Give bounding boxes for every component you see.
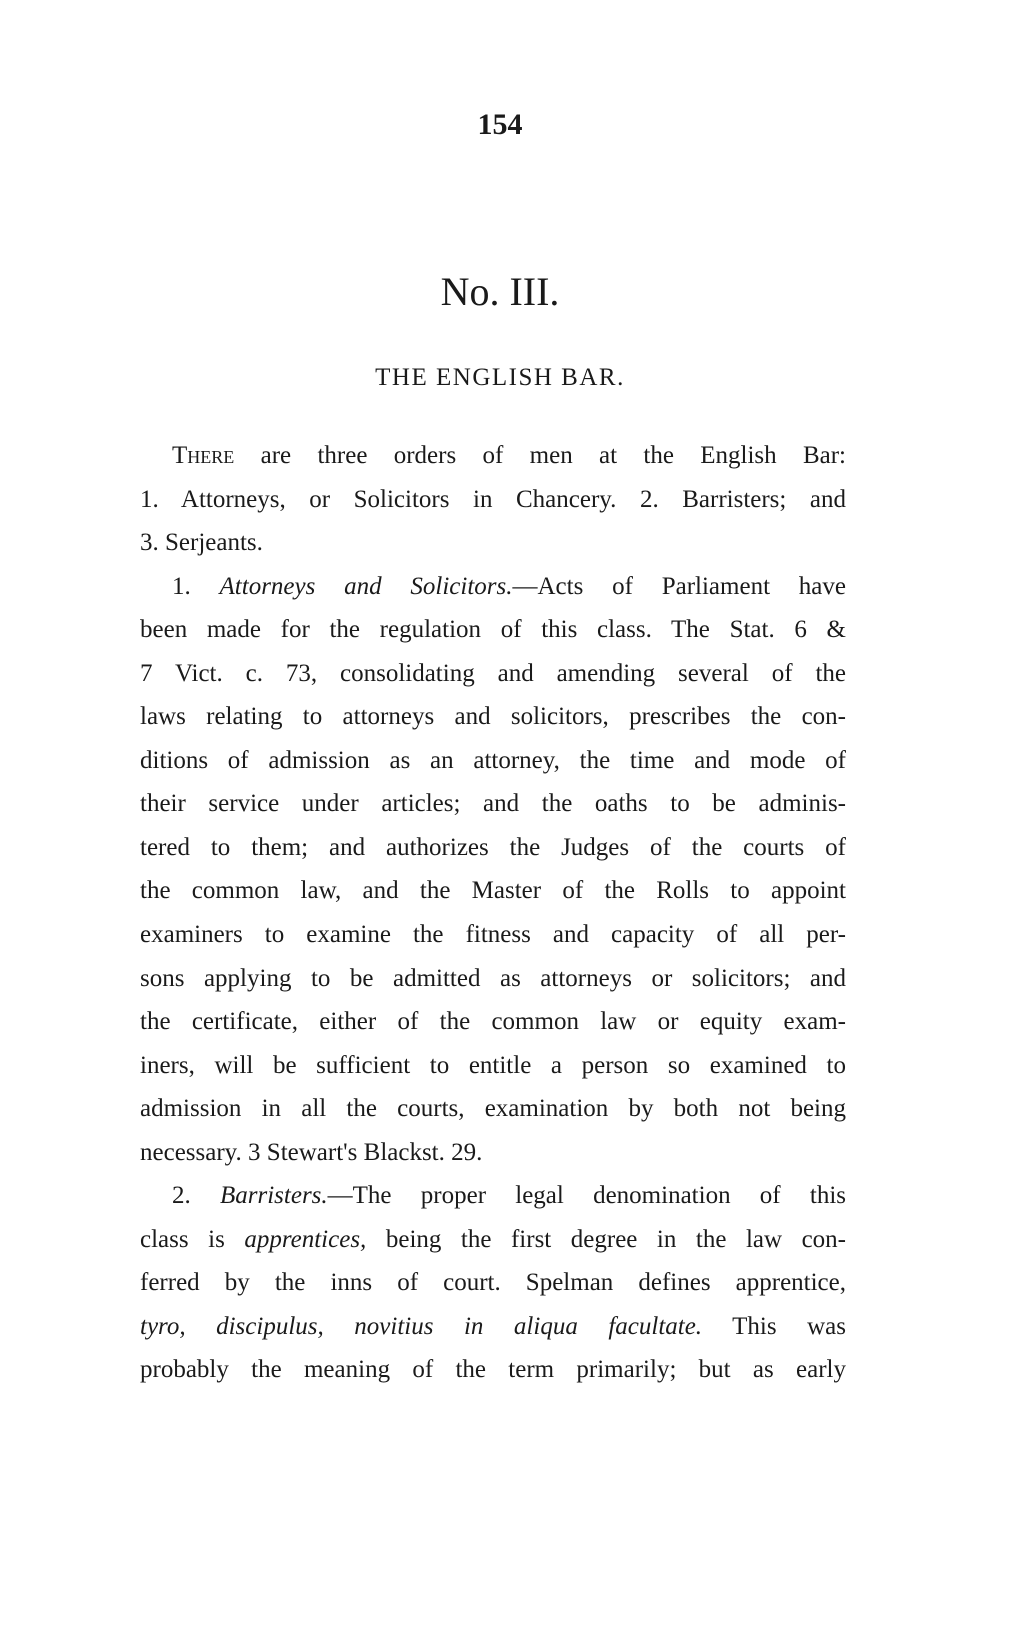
p2-line-1 (140, 565, 846, 609)
p2-number: 1. (172, 572, 191, 600)
p2-line: the certificate, either of the common law or equity exam- (140, 1008, 846, 1036)
p2-line: tered to them; and authorizes the Judges of the courts of (140, 833, 846, 861)
p3-line-2-pre: class is (140, 1225, 225, 1253)
p2-line: iners, will be sufficient to entitle a person so examined to (140, 1051, 846, 1079)
p2-line-1-text: —Acts of Parliament have (512, 572, 846, 600)
p2-line: examiners to examine the fitness and capacity of all per- (140, 921, 846, 949)
p3-line-5: probably the meaning of the term primarily; but as early (140, 1356, 846, 1384)
p2-line: the common law, and the Master of the Rolls to appoint (140, 877, 846, 905)
p3-line-3: ferred by the inns of court. Spelman defines apprentice, (140, 1269, 846, 1297)
p2-line: sons applying to be admitted as attorneys or solicitors; and (140, 964, 846, 992)
p3-line-1-text: —The proper legal denomination of this (327, 1182, 846, 1210)
p1-line-3: 3. Serjeants. (140, 529, 263, 557)
p1-first-word: There (172, 442, 235, 469)
section-title: THE ENGLISH BAR. (375, 364, 625, 391)
p3-line-1 (140, 1174, 846, 1218)
p2-heading: Attorneys and Solicitors. (219, 572, 513, 600)
p1-line-1-text: are three orders of men at the English Bar: (260, 442, 847, 469)
page-number: 154 (477, 108, 523, 141)
p3-line-2-italic: apprentices, (244, 1225, 367, 1253)
p2-line: ditions of admission as an attorney, the time and mode of (140, 746, 846, 774)
p2-line: admission in all the courts, examination by both not being (140, 1095, 846, 1123)
p2-line: 7 Vict. c. 73, consolidating and amending several of the (140, 659, 846, 687)
p3-line-2 (140, 1218, 846, 1262)
p2-line: their service under articles; and the oaths to be adminis- (140, 790, 846, 818)
p3-line-2-post: being the first degree in the law con- (385, 1225, 847, 1253)
p2-line: been made for the regulation of this class. The Stat. 6 & (140, 616, 846, 644)
p3-heading: Barristers. (220, 1182, 328, 1210)
p1-line-2: 1. Attorneys, or Solicitors in Chancery. 2. Barristers; and (140, 485, 846, 513)
p1-line-1 (140, 434, 846, 478)
p3-line-4-post: This was (732, 1312, 846, 1340)
section-number: No. III. (440, 269, 560, 314)
p2-line-last: necessary. 3 Stewart's Blackst. 29. (140, 1138, 483, 1166)
p3-number: 2. (172, 1182, 191, 1210)
p3-line-4-italic: tyro, discipulus, novitius in aliqua facultate. (140, 1312, 703, 1340)
p2-line: laws relating to attorneys and solicitors, prescribes the con- (140, 703, 846, 731)
body-text (140, 434, 846, 1392)
p3-line-4 (140, 1305, 846, 1349)
